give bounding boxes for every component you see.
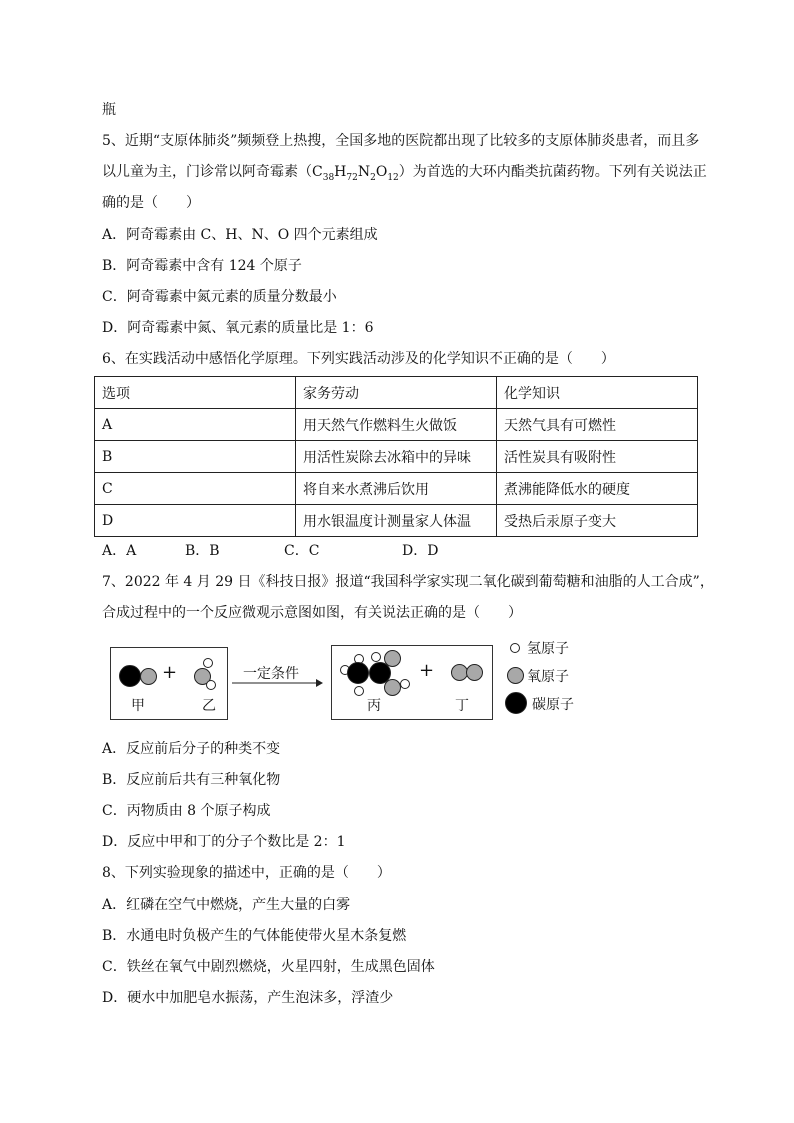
table-row [95, 505, 698, 537]
q5-stem-line1: 5、近期“支原体肺炎”频频登上热搜，全国多地的医院都出现了比较多的支原体肺炎患者，而且多 [102, 133, 700, 149]
table-cell: 用水银温度计测量家人体温 [296, 505, 497, 537]
q5-stem-line2: 以儿童为主，门诊常以阿奇霉素$(C_{38}H_{72}N_2O_{12})$为首选的大环内酯类抗菌药物。下列有关说法正 [102, 164, 707, 183]
table-cell: 煮沸能降低水的硬度 [497, 473, 698, 505]
q8-stem: 8、下列实验现象的描述中，正确的是（ ） [102, 865, 391, 881]
oxygen-atom [140, 668, 157, 685]
q6-answer-a: A．A [102, 543, 137, 559]
table-header-cell: 家务劳动 [296, 377, 497, 409]
legend-oxygen-label: 氧原子 [527, 669, 569, 685]
table-header-cell: 化学知识 [497, 377, 698, 409]
carbon-atom [347, 662, 369, 684]
q6-answer-c: C．C [284, 543, 320, 559]
q6-answer-d: D．D [402, 543, 439, 559]
legend-oxygen-icon [507, 667, 524, 684]
q8-option-d: D．硬水中加肥皂水振荡，产生泡沫多，浮渣少 [102, 990, 394, 1006]
hydrogen-atom [354, 686, 364, 696]
oxygen-atom [384, 679, 401, 696]
table-cell: A [95, 409, 296, 441]
table-cell: D [95, 505, 296, 537]
hydrogen-atom [203, 658, 213, 668]
table-row [95, 441, 698, 473]
label-yi: 乙 [202, 698, 216, 714]
q5-option-b: B．阿奇霉素中含有 124 个原子 [102, 258, 302, 274]
table-cell: 活性炭具有吸附性 [497, 441, 698, 473]
q7-option-b: B．反应前后共有三种氧化物 [102, 772, 281, 788]
q6-table [94, 376, 698, 537]
legend-hydrogen-icon [510, 643, 520, 653]
table-row [95, 409, 698, 441]
reaction-arrow-icon [232, 677, 324, 689]
hydrogen-atom [371, 652, 381, 662]
reaction-condition: 一定条件 [243, 666, 299, 682]
q6-stem: 6、在实践活动中感悟化学原理。下列实践活动涉及的化学知识不正确的是（ ） [102, 351, 615, 367]
carbon-atom [119, 665, 141, 687]
q5-stem-line3: 确的是（ ） [102, 195, 200, 211]
continuation-text: 瓶 [102, 102, 116, 118]
label-jia: 甲 [131, 698, 145, 714]
q7-option-d: D．反应中甲和丁的分子个数比是 2：1 [102, 834, 346, 850]
table-header-row [95, 377, 698, 409]
q7-option-a: A．反应前后分子的种类不变 [102, 741, 281, 757]
label-ding: 丁 [455, 698, 469, 714]
q7-option-c: C．丙物质由 8 个原子构成 [102, 803, 271, 819]
plus-sign: + [162, 662, 178, 683]
q8-option-a: A．红磷在空气中燃烧，产生大量的白雾 [102, 897, 351, 913]
q7-stem-line1: 7、2022 年 4 月 29 日《科技日报》报道“我国科学家实现二氧化碳到葡萄糖和油脂的人工合成”， [102, 574, 714, 590]
q5-option-d: D．阿奇霉素中氮、氧元素的质量比是 1：6 [102, 320, 374, 336]
table-cell: 将自来水煮沸后饮用 [296, 473, 497, 505]
legend-hydrogen-label: 氢原子 [527, 641, 569, 657]
q7-stem-line2: 合成过程中的一个反应微观示意图如图，有关说法正确的是（ ） [102, 605, 522, 621]
oxygen-atom [384, 650, 401, 667]
q8-option-b: B．水通电时负极产生的气体能使带火星木条复燃 [102, 928, 407, 944]
oxygen-atom [466, 664, 483, 681]
q8-option-c: C．铁丝在氧气中剧烈燃烧，火星四射，生成黑色固体 [102, 959, 435, 975]
label-bing: 丙 [367, 698, 381, 714]
table-cell: 受热后汞原子变大 [497, 505, 698, 537]
q6-answer-b: B．B [185, 543, 220, 559]
q5-option-c: C．阿奇霉素中氮元素的质量分数最小 [102, 289, 337, 305]
legend-carbon-icon [505, 692, 527, 714]
table-cell: B [95, 441, 296, 473]
hydrogen-atom [400, 679, 410, 689]
q5-option-a: A．阿奇霉素由 C、H、N、O 四个元素组成 [102, 227, 378, 243]
table-row [95, 473, 698, 505]
hydrogen-atom [206, 680, 216, 690]
table-cell: 用天然气作燃料生火做饭 [296, 409, 497, 441]
table-cell: C [95, 473, 296, 505]
table-cell: 天然气具有可燃性 [497, 409, 698, 441]
table-header-cell: 选项 [95, 377, 296, 409]
plus-sign: + [419, 660, 435, 681]
table-cell: 用活性炭除去冰箱中的异味 [296, 441, 497, 473]
legend-carbon-label: 碳原子 [532, 697, 574, 713]
